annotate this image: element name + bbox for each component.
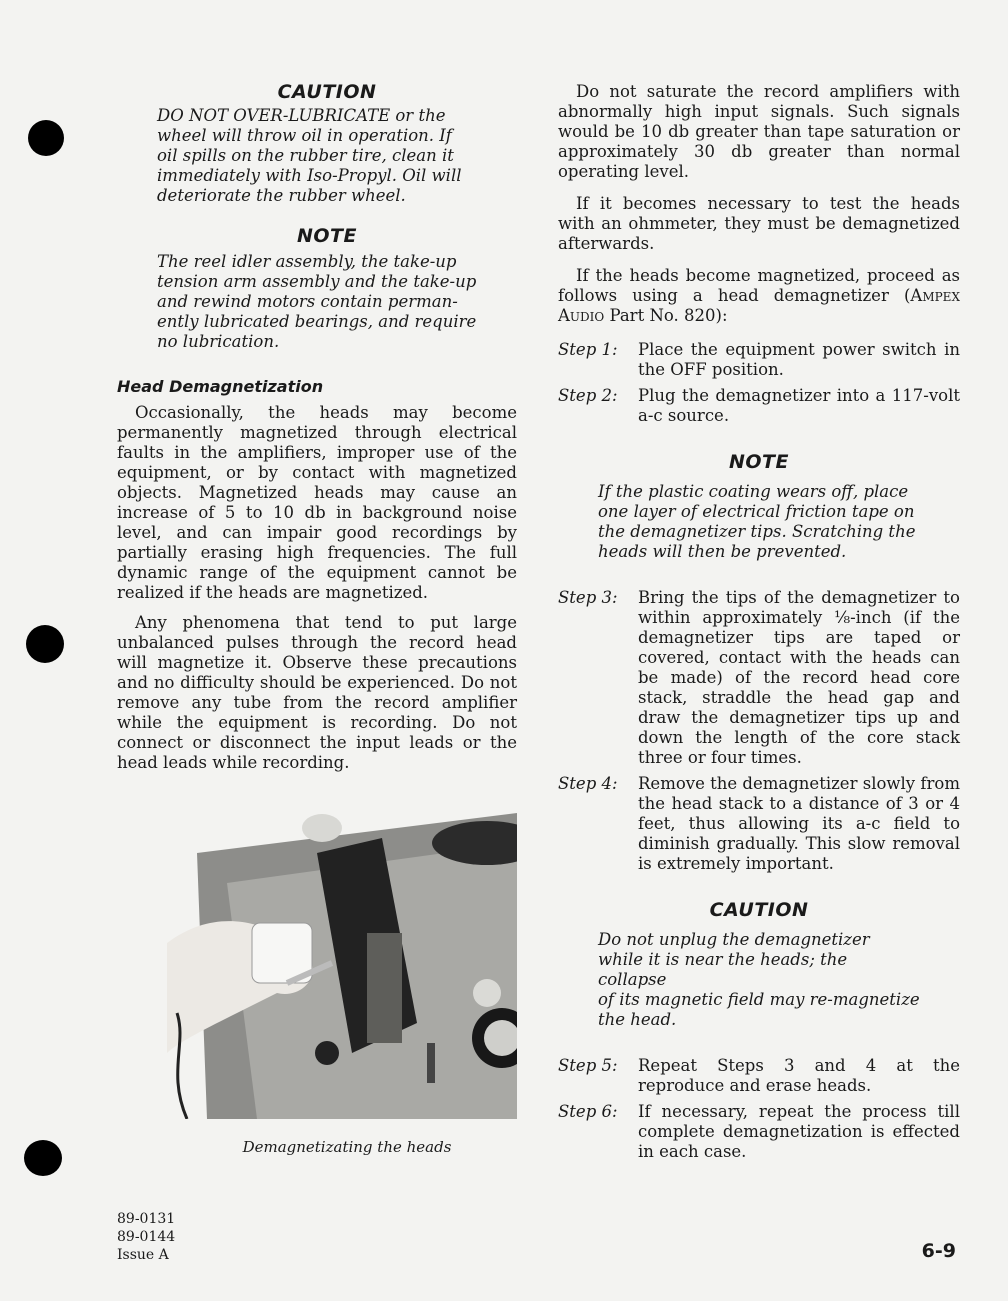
caution-line: of its magnetic field may re-magnetize xyxy=(598,990,920,1009)
note-line: If the plastic coating wears off, place xyxy=(598,482,909,501)
caution-box xyxy=(157,106,477,206)
step-label: Step 5: xyxy=(558,1056,618,1075)
footer-code: 89-0144 xyxy=(117,1229,176,1245)
step-5 xyxy=(558,1056,960,1096)
note-heading: NOTE xyxy=(297,225,357,247)
note-box xyxy=(157,252,477,352)
step-4 xyxy=(558,774,960,874)
step-1 xyxy=(558,340,960,380)
paragraph: Any phenomena that tend to put large unbalanced pulses through the record head will magnetize it. Observe these precautions and no difficulty should be experienced. Do not remove any tube from the record amplifier while the equipment is recording. Do not connect or disconnect the input leads or the head leads while recording. xyxy=(117,613,517,772)
note-line: and rewind motors contain perman- xyxy=(157,292,458,311)
step-label: Step 4: xyxy=(558,774,618,793)
photo-demagnetizing-heads xyxy=(167,813,517,1119)
caution-box xyxy=(598,930,920,1030)
step-text: Repeat Steps 3 and 4 at the reproduce and erase heads. xyxy=(638,1056,960,1095)
caution-line: DO NOT OVER-LUBRICATE or the xyxy=(157,106,446,125)
paragraph: Do not saturate the record amplifiers with abnormally high input signals. Such signals would be 10 db greater than tape saturation or approximately 30 db greater than normal operating level. xyxy=(558,82,960,181)
note-box xyxy=(598,482,920,562)
note-line: one layer of electrical friction tape on xyxy=(598,502,915,521)
step-label: Step 3: xyxy=(558,588,618,607)
photo-caption: Demagnetizating the heads xyxy=(242,1138,452,1156)
note-line: tension arm assembly and the take-up xyxy=(157,272,477,291)
note-line: ently lubricated bearings, and require xyxy=(157,312,477,331)
step-6 xyxy=(558,1102,960,1162)
caution-line: deteriorate the rubber wheel. xyxy=(157,186,406,205)
step-text: If necessary, repeat the process till complete demagnetization is effected in each case. xyxy=(638,1102,960,1161)
right-column xyxy=(558,82,960,1162)
footer-issue: Issue A xyxy=(117,1247,169,1263)
step-label: Step 6: xyxy=(558,1102,618,1121)
caution-line: wheel will throw oil in operation. If xyxy=(157,126,452,145)
caution-line: immediately with Iso-Propyl. Oil will xyxy=(157,166,462,185)
step-text: Place the equipment power switch in the OFF position. xyxy=(638,340,960,379)
footer-code: 89-0131 xyxy=(117,1211,176,1227)
step-text: Remove the demagnetizer slowly from the head stack to a distance of 3 or 4 feet, thus allowing its a-c field to diminish gradually. This slow removal is extremely important. xyxy=(638,774,960,873)
punch-hole-top xyxy=(28,120,64,156)
caution-line: the head. xyxy=(598,1010,677,1029)
note-heading: NOTE xyxy=(729,451,789,473)
step-2 xyxy=(558,386,960,426)
step-label: Step 1: xyxy=(558,340,618,359)
step-3 xyxy=(558,588,960,768)
page-number: 6-9 xyxy=(921,1240,956,1262)
caution-heading: CAUTION xyxy=(277,81,377,103)
caution-line: oil spills on the rubber tire, clean it xyxy=(157,146,454,165)
paragraph: Occasionally, the heads may become permanently magnetized through electrical faults in the amplifiers, improper use of the equipment, or by contact with magnetized objects. Magnetized heads may cause an increase of 5 to 10 db in background noise level, and can impair good recordings by partially erasing high frequencies. The full dynamic range of the equipment cannot be realized if the heads are magnetized. xyxy=(117,403,517,602)
step-label: Step 2: xyxy=(558,386,618,405)
paragraph-text: If the heads become magnetized, proceed as follows using a head demagnetizer ( xyxy=(558,266,960,305)
punch-hole-middle xyxy=(26,625,64,663)
caution-line: while it is near the heads; the collapse xyxy=(598,950,848,989)
note-line: no lubrication. xyxy=(157,332,280,351)
punch-hole-bottom xyxy=(24,1140,62,1176)
paragraph: If it becomes necessary to test the heads with an ohmmeter, they must be demagnetized afterwards. xyxy=(558,194,960,253)
caution-line: Do not unplug the demagnetizer xyxy=(598,930,870,949)
left-column xyxy=(117,82,517,773)
caution-heading: CAUTION xyxy=(709,899,809,921)
photo-illustration xyxy=(167,813,517,1119)
footer-codes xyxy=(117,1210,175,1264)
paragraph xyxy=(558,266,960,326)
note-line: The reel idler assembly, the take-up xyxy=(157,252,457,271)
note-line: heads will then be prevented. xyxy=(598,542,847,561)
step-text: Bring the tips of the demagnetizer to within approximately ⅛-inch (if the demagnetizer tips are taped or covered, contact with the heads can be made) of the record head core stack, straddle the head gap and draw the demagnetizer tips up and down the length of the core stack three or four times. xyxy=(638,588,960,767)
brand-name: Ampex Audio xyxy=(558,286,960,325)
step-text: Plug the demagnetizer into a 117-volt a-c source. xyxy=(638,386,960,425)
note-line: the demagnetizer tips. Scratching the xyxy=(598,522,916,541)
section-heading: Head Demagnetization xyxy=(117,377,324,396)
paragraph-text: Part No. 820): xyxy=(604,306,728,325)
